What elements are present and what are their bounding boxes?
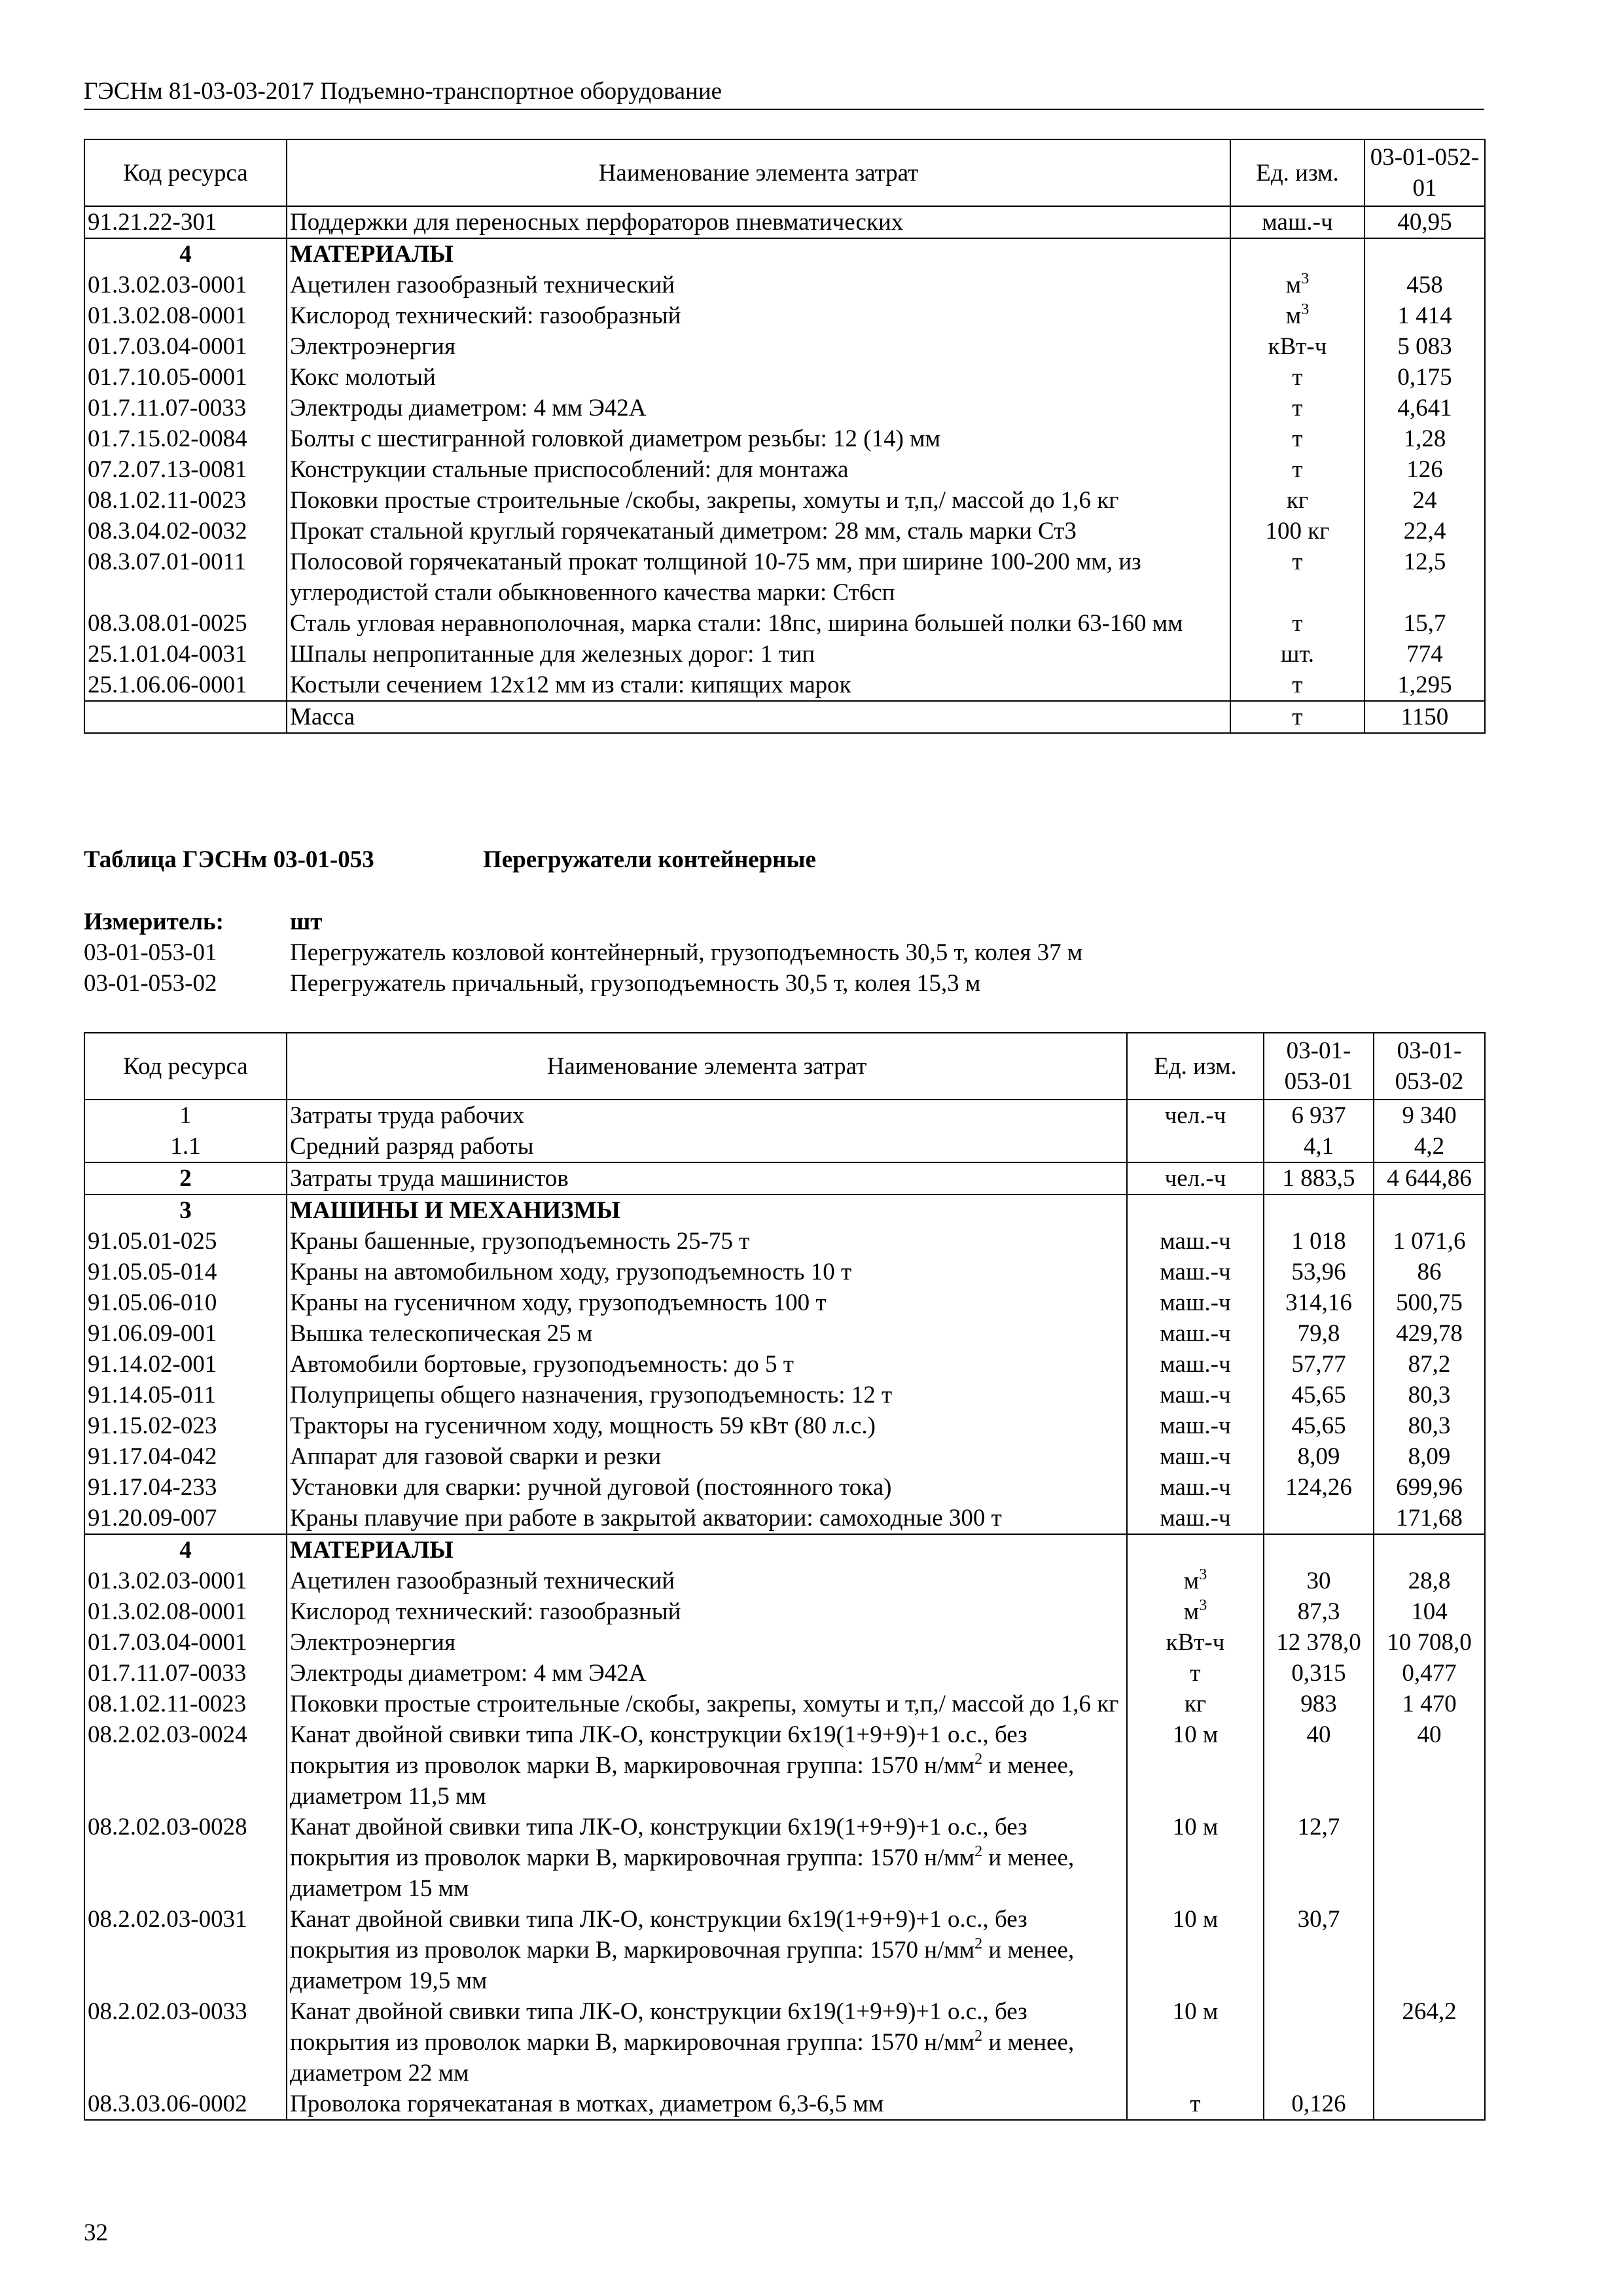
table-row <box>84 1380 1485 1410</box>
cell-name: Проволока горячекатаная в мотках, диаметром 6,3-6,5 мм <box>287 2089 1127 2120</box>
cell-value-2 <box>1374 1904 1485 1996</box>
cell-value-1: 983 <box>1264 1689 1374 1719</box>
table-row <box>84 1689 1485 1719</box>
cell-code <box>84 701 287 733</box>
cell-unit: маш.-ч <box>1230 206 1364 238</box>
table-row <box>84 362 1485 393</box>
cell-code: 08.1.02.11-0023 <box>84 1689 287 1719</box>
cell-unit <box>1127 1194 1264 1226</box>
table-title <box>84 844 816 875</box>
cell-value-1: 40 <box>1264 1719 1374 1812</box>
cell-name: Средний разряд работы <box>287 1131 1127 1162</box>
cell-name: Поковки простые строительные /скобы, закрепы, хомуты и т,п,/ массой до 1,6 кг <box>287 485 1230 516</box>
table-row <box>84 1904 1485 1996</box>
table-row <box>84 1596 1485 1627</box>
cell-unit: маш.-ч <box>1127 1441 1264 1472</box>
cell-value-1: 40,95 <box>1364 206 1485 238</box>
cell-value-2: 1 071,6 <box>1374 1226 1485 1257</box>
table-row <box>84 1658 1485 1689</box>
table-row <box>84 1410 1485 1441</box>
cell-value-2: 86 <box>1374 1257 1485 1287</box>
cell-code: 91.17.04-042 <box>84 1441 287 1472</box>
cell-unit: маш.-ч <box>1127 1318 1264 1349</box>
cell-unit: маш.-ч <box>1127 1472 1264 1503</box>
cell-unit: т <box>1230 362 1364 393</box>
cell-code: 3 <box>84 1194 287 1226</box>
cell-unit: чел.-ч <box>1127 1162 1264 1194</box>
cell-code: 08.3.07.01-0011 <box>84 547 287 608</box>
cell-name: Болты с шестигранной головкой диаметром резьбы: 12 (14) мм <box>287 423 1230 454</box>
cell-name: МАШИНЫ И МЕХАНИЗМЫ <box>287 1194 1127 1226</box>
table-row <box>84 1472 1485 1503</box>
cell-code: 91.05.06-010 <box>84 1287 287 1318</box>
cell-unit: 10 м <box>1127 1719 1264 1812</box>
cell-value-1: 53,96 <box>1264 1257 1374 1287</box>
cell-unit: маш.-ч <box>1127 1503 1264 1534</box>
resource-table-052 <box>84 139 1486 734</box>
cell-unit: кг <box>1230 485 1364 516</box>
cell-value-1: 87,3 <box>1264 1596 1374 1627</box>
table-row <box>84 1226 1485 1257</box>
cell-unit: $м^3$ <box>1127 1566 1264 1596</box>
table-row <box>84 547 1485 608</box>
cell-unit: т <box>1230 701 1364 733</box>
cell-code: 08.2.02.03-0024 <box>84 1719 287 1812</box>
cell-value-1: 0,315 <box>1264 1658 1374 1689</box>
table-row <box>84 1566 1485 1596</box>
cell-value-1: 1 018 <box>1264 1226 1374 1257</box>
col-header-value-1: 03-01-053-01 <box>1264 1033 1374 1100</box>
cell-value-1 <box>1264 1503 1374 1534</box>
table-row <box>84 331 1485 362</box>
cell-unit <box>1127 1131 1264 1162</box>
item-text: Перегружатель причальный, грузоподъемность 30,5 т, колея 15,3 м <box>290 970 981 997</box>
cell-value-2 <box>1374 1534 1485 1566</box>
table-row <box>84 1318 1485 1349</box>
section-row <box>84 1534 1485 1566</box>
cell-name: Канат двойной свивки типа ЛК-О, конструкции 6х19(1+9+9)+1 о.с., без покрытия из проволок марки В, маркировочная группа: 1570 $н/мм^2$ и менее, диаметром 11,5 мм <box>287 1719 1127 1812</box>
table-row <box>84 485 1485 516</box>
cell-unit: кг <box>1127 1689 1264 1719</box>
table-row <box>84 1627 1485 1658</box>
col-header-name: Наименование элемента затрат <box>287 139 1230 206</box>
cell-unit: $м^3$ <box>1230 300 1364 331</box>
cell-code: 91.05.05-014 <box>84 1257 287 1287</box>
cell-code: 4 <box>84 1534 287 1566</box>
cell-code: 91.06.09-001 <box>84 1318 287 1349</box>
cell-value-1: 774 <box>1364 639 1485 670</box>
cell-code: 91.20.09-007 <box>84 1503 287 1534</box>
cell-code: 91.05.01-025 <box>84 1226 287 1257</box>
cell-value-1: 126 <box>1364 454 1485 485</box>
cell-value-1: 6 937 <box>1264 1100 1374 1131</box>
cell-code: 4 <box>84 238 287 270</box>
cell-code: 01.3.02.03-0001 <box>84 1566 287 1596</box>
cell-value-1: 12,5 <box>1364 547 1485 608</box>
cell-name: Установки для сварки: ручной дуговой (постоянного тока) <box>287 1472 1127 1503</box>
table-title-name: Перегружатели контейнерные <box>483 846 816 873</box>
cell-unit: маш.-ч <box>1127 1226 1264 1257</box>
cell-unit: маш.-ч <box>1127 1349 1264 1380</box>
cell-name: Электроэнергия <box>287 331 1230 362</box>
cell-name: Поковки простые строительные /скобы, закрепы, хомуты и т,п,/ массой до 1,6 кг <box>287 1689 1127 1719</box>
cell-value-2: 4 644,86 <box>1374 1162 1485 1194</box>
cell-name: Тракторы на гусеничном ходу, мощность 59 кВт (80 л.с.) <box>287 1410 1127 1441</box>
cell-value-2: 104 <box>1374 1596 1485 1627</box>
table-row <box>84 670 1485 701</box>
table-row <box>84 608 1485 639</box>
cell-code: 2 <box>84 1162 287 1194</box>
cell-value-2 <box>1374 2089 1485 2120</box>
col-header-unit: Ед. изм. <box>1230 139 1364 206</box>
table-row <box>84 1996 1485 2089</box>
cell-code: 91.14.02-001 <box>84 1349 287 1380</box>
table-row <box>84 516 1485 547</box>
table-row <box>84 1131 1485 1162</box>
cell-unit <box>1230 238 1364 270</box>
cell-value-1: 1,295 <box>1364 670 1485 701</box>
cell-value-1: 30,7 <box>1264 1904 1374 1996</box>
cell-value-2: 1 470 <box>1374 1689 1485 1719</box>
item-line <box>84 937 1484 968</box>
col-header-unit: Ед. изм. <box>1127 1033 1264 1100</box>
col-header-code: Код ресурса <box>84 139 287 206</box>
cell-name: Канат двойной свивки типа ЛК-О, конструкции 6х19(1+9+9)+1 о.с., без покрытия из проволок марки В, маркировочная группа: 1570 $н/мм^2$ и менее, диаметром 19,5 мм <box>287 1904 1127 1996</box>
cell-name: Ацетилен газообразный технический <box>287 270 1230 300</box>
cell-code: 25.1.01.04-0031 <box>84 639 287 670</box>
cell-value-1: 1150 <box>1364 701 1485 733</box>
cell-value-2: 4,2 <box>1374 1131 1485 1162</box>
cell-name: Канат двойной свивки типа ЛК-О, конструкции 6х19(1+9+9)+1 о.с., без покрытия из проволок марки В, маркировочная группа: 1570 $н/мм^2$ и менее, диаметром 15 мм <box>287 1812 1127 1904</box>
cell-name: МАТЕРИАЛЫ <box>287 1534 1127 1566</box>
cell-unit: чел.-ч <box>1127 1100 1264 1131</box>
cell-code: 01.7.10.05-0001 <box>84 362 287 393</box>
cell-code: 01.3.02.08-0001 <box>84 300 287 331</box>
cell-name: Краны плавучие при работе в закрытой акватории: самоходные 300 т <box>287 1503 1127 1534</box>
cell-name: Конструкции стальные приспособлений: для монтажа <box>287 454 1230 485</box>
table-row <box>84 1719 1485 1812</box>
cell-name: Кислород технический: газообразный <box>287 1596 1127 1627</box>
cell-value-1: 1 883,5 <box>1264 1162 1374 1194</box>
item-text: Перегружатель козловой контейнерный, грузоподъемность 30,5 т, колея 37 м <box>290 939 1083 966</box>
cell-value-2: 10 708,0 <box>1374 1627 1485 1658</box>
table-row <box>84 701 1485 733</box>
cell-unit: кВт-ч <box>1127 1627 1264 1658</box>
cell-unit: маш.-ч <box>1127 1410 1264 1441</box>
cell-unit: 10 м <box>1127 1904 1264 1996</box>
cell-value-1: 79,8 <box>1264 1318 1374 1349</box>
table-row <box>84 2089 1485 2120</box>
cell-unit: $м^3$ <box>1127 1596 1264 1627</box>
col-header-code: Код ресурса <box>84 1033 287 1100</box>
cell-value-1: 24 <box>1364 485 1485 516</box>
cell-unit: т <box>1230 423 1364 454</box>
table-row <box>84 1257 1485 1287</box>
section-row <box>84 1194 1485 1226</box>
cell-code: 08.2.02.03-0031 <box>84 1904 287 1996</box>
meter-value: шт <box>290 908 323 935</box>
cell-name: Электроды диаметром: 4 мм Э42А <box>287 393 1230 423</box>
cell-value-1 <box>1264 1194 1374 1226</box>
cell-value-1: 30 <box>1264 1566 1374 1596</box>
cell-name: Полосовой горячекатаный прокат толщиной 10-75 мм, при ширине 100-200 мм, из углеродистой стали обыкновенного качества марки: Ст6сп <box>287 547 1230 608</box>
col-header-name: Наименование элемента затрат <box>287 1033 1127 1100</box>
cell-value-1: 57,77 <box>1264 1349 1374 1380</box>
cell-name: Сталь угловая неравнополочная, марка стали: 18пс, ширина большей полки 63-160 мм <box>287 608 1230 639</box>
cell-code: 08.2.02.03-0028 <box>84 1812 287 1904</box>
cell-name: МАТЕРИАЛЫ <box>287 238 1230 270</box>
table-row <box>84 1441 1485 1472</box>
cell-value-1: 15,7 <box>1364 608 1485 639</box>
cell-code: 25.1.06.06-0001 <box>84 670 287 701</box>
cell-value-1: 22,4 <box>1364 516 1485 547</box>
cell-value-2: 80,3 <box>1374 1410 1485 1441</box>
cell-code: 01.7.03.04-0001 <box>84 331 287 362</box>
cell-code: 08.3.04.02-0032 <box>84 516 287 547</box>
cell-value-1: 8,09 <box>1264 1441 1374 1472</box>
cell-name: Кокс молотый <box>287 362 1230 393</box>
cell-value-2 <box>1374 1194 1485 1226</box>
cell-value-1: 5 083 <box>1364 331 1485 362</box>
cell-unit: т <box>1230 670 1364 701</box>
cell-unit: 10 м <box>1127 1812 1264 1904</box>
col-header-value-2: 03-01-053-02 <box>1374 1033 1485 1100</box>
cell-unit: т <box>1127 1658 1264 1689</box>
table-row <box>84 1503 1485 1534</box>
cell-unit: 100 кг <box>1230 516 1364 547</box>
cell-code: 01.3.02.08-0001 <box>84 1596 287 1627</box>
cell-unit: т <box>1230 454 1364 485</box>
resource-table-053 <box>84 1032 1486 2121</box>
cell-name: Краны на гусеничном ходу, грузоподъемность 100 т <box>287 1287 1127 1318</box>
cell-unit: шт. <box>1230 639 1364 670</box>
cell-value-1: 12,7 <box>1264 1812 1374 1904</box>
item-line <box>84 968 1484 999</box>
cell-value-2: 28,8 <box>1374 1566 1485 1596</box>
cell-name: Электроэнергия <box>287 1627 1127 1658</box>
cell-name: Масса <box>287 701 1230 733</box>
cell-unit: маш.-ч <box>1127 1257 1264 1287</box>
cell-value-2: 171,68 <box>1374 1503 1485 1534</box>
cell-value-1: 45,65 <box>1264 1410 1374 1441</box>
cell-name: Затраты труда машинистов <box>287 1162 1127 1194</box>
table-row <box>84 454 1485 485</box>
table-row <box>84 1162 1485 1194</box>
item-code: 03-01-053-02 <box>84 970 217 997</box>
cell-value-1: 458 <box>1364 270 1485 300</box>
cell-value-1: 314,16 <box>1264 1287 1374 1318</box>
cell-name: Кислород технический: газообразный <box>287 300 1230 331</box>
cell-code: 01.7.11.07-0033 <box>84 1658 287 1689</box>
cell-unit: маш.-ч <box>1127 1287 1264 1318</box>
cell-name: Автомобили бортовые, грузоподъемность: до 5 т <box>287 1349 1127 1380</box>
cell-code: 1.1 <box>84 1131 287 1162</box>
cell-name: Затраты труда рабочих <box>287 1100 1127 1131</box>
cell-value-2: 264,2 <box>1374 1996 1485 2089</box>
cell-unit <box>1127 1534 1264 1566</box>
col-header-value-1: 03-01-052-01 <box>1364 139 1485 206</box>
meter-line <box>84 906 323 937</box>
table-row <box>84 1812 1485 1904</box>
cell-value-2: 9 340 <box>1374 1100 1485 1131</box>
table-header-row <box>84 139 1485 206</box>
cell-value-2: 500,75 <box>1374 1287 1485 1318</box>
cell-unit: т <box>1127 2089 1264 2120</box>
cell-value-1: 12 378,0 <box>1264 1627 1374 1658</box>
cell-name: Костыли сечением 12х12 мм из стали: кипящих марок <box>287 670 1230 701</box>
cell-unit: т <box>1230 608 1364 639</box>
table-row <box>84 206 1485 238</box>
table-row <box>84 393 1485 423</box>
cell-unit: $м^3$ <box>1230 270 1364 300</box>
cell-unit: 10 м <box>1127 1996 1264 2089</box>
cell-code: 08.1.02.11-0023 <box>84 485 287 516</box>
section-row <box>84 238 1485 270</box>
cell-value-1 <box>1264 1534 1374 1566</box>
cell-code: 01.7.11.07-0033 <box>84 393 287 423</box>
cell-code: 01.7.03.04-0001 <box>84 1627 287 1658</box>
cell-code: 08.2.02.03-0033 <box>84 1996 287 2089</box>
table-header-row <box>84 1033 1485 1100</box>
cell-unit: т <box>1230 393 1364 423</box>
running-header: ГЭСНм 81-03-03-2017 Подъемно-транспортное оборудование <box>84 77 1484 110</box>
cell-code: 01.3.02.03-0001 <box>84 270 287 300</box>
cell-name: Прокат стальной круглый горячекатаный диметром: 28 мм, сталь марки Ст3 <box>287 516 1230 547</box>
cell-value-2 <box>1374 1812 1485 1904</box>
cell-value-1: 1 414 <box>1364 300 1485 331</box>
cell-value-1: 4,1 <box>1264 1131 1374 1162</box>
cell-value-2: 8,09 <box>1374 1441 1485 1472</box>
cell-value-2: 429,78 <box>1374 1318 1485 1349</box>
table-title-label: Таблица ГЭСНм 03-01-053 <box>84 846 374 873</box>
cell-name: Ацетилен газообразный технический <box>287 1566 1127 1596</box>
cell-code: 91.21.22-301 <box>84 206 287 238</box>
table-row <box>84 1287 1485 1318</box>
cell-value-2: 40 <box>1374 1719 1485 1812</box>
table-row <box>84 639 1485 670</box>
cell-unit: т <box>1230 547 1364 608</box>
cell-name: Шпалы непропитанные для железных дорог: 1 тип <box>287 639 1230 670</box>
cell-value-2: 87,2 <box>1374 1349 1485 1380</box>
cell-name: Вышка телескопическая 25 м <box>287 1318 1127 1349</box>
cell-name: Краны на автомобильном ходу, грузоподъемность 10 т <box>287 1257 1127 1287</box>
cell-value-1 <box>1264 1996 1374 2089</box>
cell-value-1 <box>1364 238 1485 270</box>
cell-code: 91.17.04-233 <box>84 1472 287 1503</box>
cell-code: 1 <box>84 1100 287 1131</box>
cell-value-2: 0,477 <box>1374 1658 1485 1689</box>
cell-code: 07.2.07.13-0081 <box>84 454 287 485</box>
table-row <box>84 270 1485 300</box>
table-row <box>84 423 1485 454</box>
meter-label: Измеритель: <box>84 908 224 935</box>
cell-value-2: 80,3 <box>1374 1380 1485 1410</box>
cell-value-1: 124,26 <box>1264 1472 1374 1503</box>
cell-code: 08.3.08.01-0025 <box>84 608 287 639</box>
cell-unit: маш.-ч <box>1127 1380 1264 1410</box>
cell-unit: кВт-ч <box>1230 331 1364 362</box>
cell-code: 01.7.15.02-0084 <box>84 423 287 454</box>
cell-name: Поддержки для переносных перфораторов пневматических <box>287 206 1230 238</box>
cell-name: Электроды диаметром: 4 мм Э42А <box>287 1658 1127 1689</box>
table-row <box>84 1349 1485 1380</box>
cell-value-1: 4,641 <box>1364 393 1485 423</box>
cell-name: Канат двойной свивки типа ЛК-О, конструкции 6х19(1+9+9)+1 о.с., без покрытия из проволок марки В, маркировочная группа: 1570 $н/мм^2$ и менее, диаметром 22 мм <box>287 1996 1127 2089</box>
cell-value-2: 699,96 <box>1374 1472 1485 1503</box>
table-row <box>84 300 1485 331</box>
cell-name: Краны башенные, грузоподъемность 25-75 т <box>287 1226 1127 1257</box>
page-number: 32 <box>84 2219 108 2246</box>
cell-value-1: 0,175 <box>1364 362 1485 393</box>
item-code: 03-01-053-01 <box>84 939 217 966</box>
cell-code: 91.15.02-023 <box>84 1410 287 1441</box>
cell-code: 08.3.03.06-0002 <box>84 2089 287 2120</box>
cell-value-1: 1,28 <box>1364 423 1485 454</box>
cell-value-1: 0,126 <box>1264 2089 1374 2120</box>
cell-name: Аппарат для газовой сварки и резки <box>287 1441 1127 1472</box>
cell-code: 91.14.05-011 <box>84 1380 287 1410</box>
cell-value-1: 45,65 <box>1264 1380 1374 1410</box>
table-row <box>84 1100 1485 1131</box>
cell-name: Полуприцепы общего назначения, грузоподъемность: 12 т <box>287 1380 1127 1410</box>
